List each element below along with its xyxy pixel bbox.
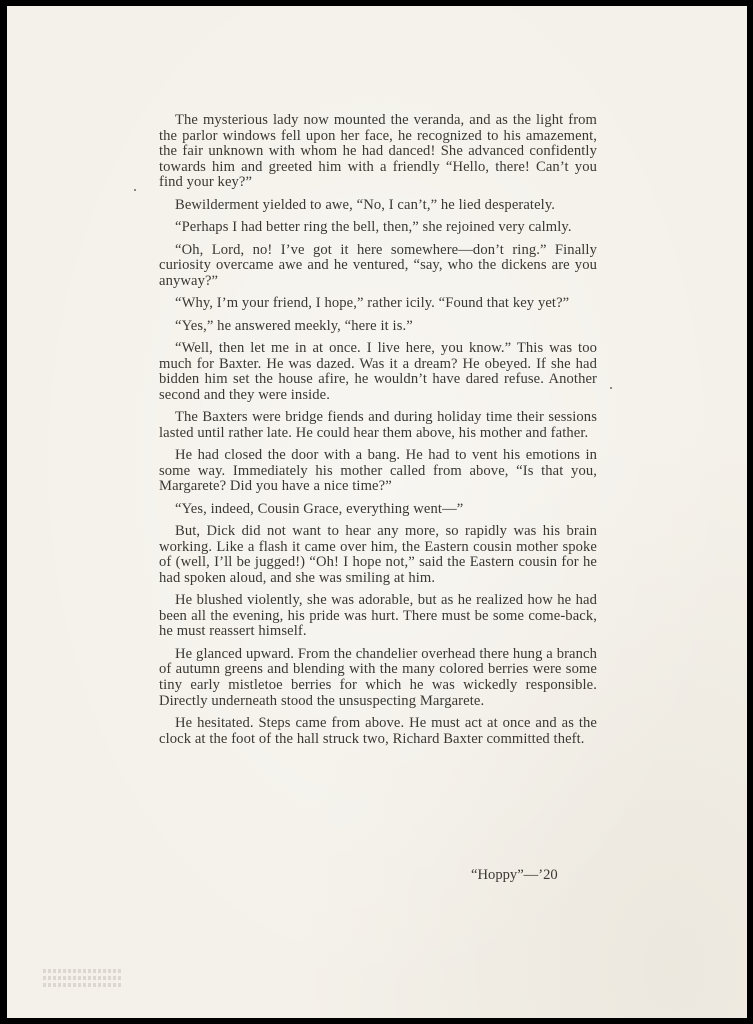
paragraph: The Baxters were bridge fiends and during holiday time their sessions lasted until rather late. He could hear them above, his mother and father. [159, 409, 597, 441]
paragraph: Bewilderment yielded to awe, “No, I can’t,” he lied desperately. [175, 196, 556, 213]
paragraph: “Why, I’m your friend, I hope,” rather icily. “Found that key yet?” [175, 295, 570, 312]
ink-speck [610, 387, 612, 389]
page-sheet [7, 6, 747, 1018]
paragraph: The mysterious lady now mounted the veranda, and as the light from the parlor windows fell upon her face, he recognized to his amazement, the fair unknown with whom he had danced! She advanced confidently towards him and greeted him with a friendly “Hello, there! Can’t you find your key?” [159, 112, 597, 191]
faded-stamp-mark [43, 969, 121, 997]
paragraph: He blushed violently, she was adorable, but as he realized how he had been all the evening, his pride was hurt. There must be some come-back, he must reassert himself. [159, 592, 597, 640]
paragraph: He had closed the door with a bang. He had to vent his emotions in some way. Immediately his mother called from above, “Is that you, Margarete? Did you have a nice time?” [159, 447, 597, 495]
paragraph: “Well, then let me in at once. I live here, you know.” This was too much for Baxter. He was dazed. Was it a dream? He obeyed. If she had bidden him set the house afire, he wouldn’t have dared refuse. Another second and they were inside. [159, 339, 597, 403]
paragraph: He hesitated. Steps came from above. He must act at once and as the clock at the foot of the hall struck two, Richard Baxter committed theft. [159, 714, 597, 747]
ink-speck [134, 189, 136, 191]
paragraph: “Yes,” he answered meekly, “here it is.” [175, 317, 413, 334]
paragraph: “Perhaps I had better ring the bell, then,” she rejoined very calmly. [175, 219, 572, 236]
author-signature: “Hoppy”—’20 [471, 867, 558, 883]
story-body [159, 113, 597, 754]
paragraph: He glanced upward. From the chandelier overhead there hung a branch of autumn greens and blending with the many colored berries were some tiny early mistletoe berries for which he was wickedly responsible. Directly underneath stood the unsuspecting Margarete. [159, 645, 597, 709]
paragraph: “Yes, indeed, Cousin Grace, everything went—” [175, 500, 464, 517]
paragraph: But, Dick did not want to hear any more, so rapidly was his brain working. Like a flash it came over him, the Eastern cousin mother spoke of (well, I’ll be jugged!) “Oh! I hope not,” said the Eastern cousin for he had spoken aloud, and she was smiling at him. [159, 523, 597, 586]
paragraph: “Oh, Lord, no! I’ve got it here somewhere—don’t ring.” Finally curiosity overcame awe and he ventured, “say, who the dickens are you anyway?” [159, 241, 597, 289]
